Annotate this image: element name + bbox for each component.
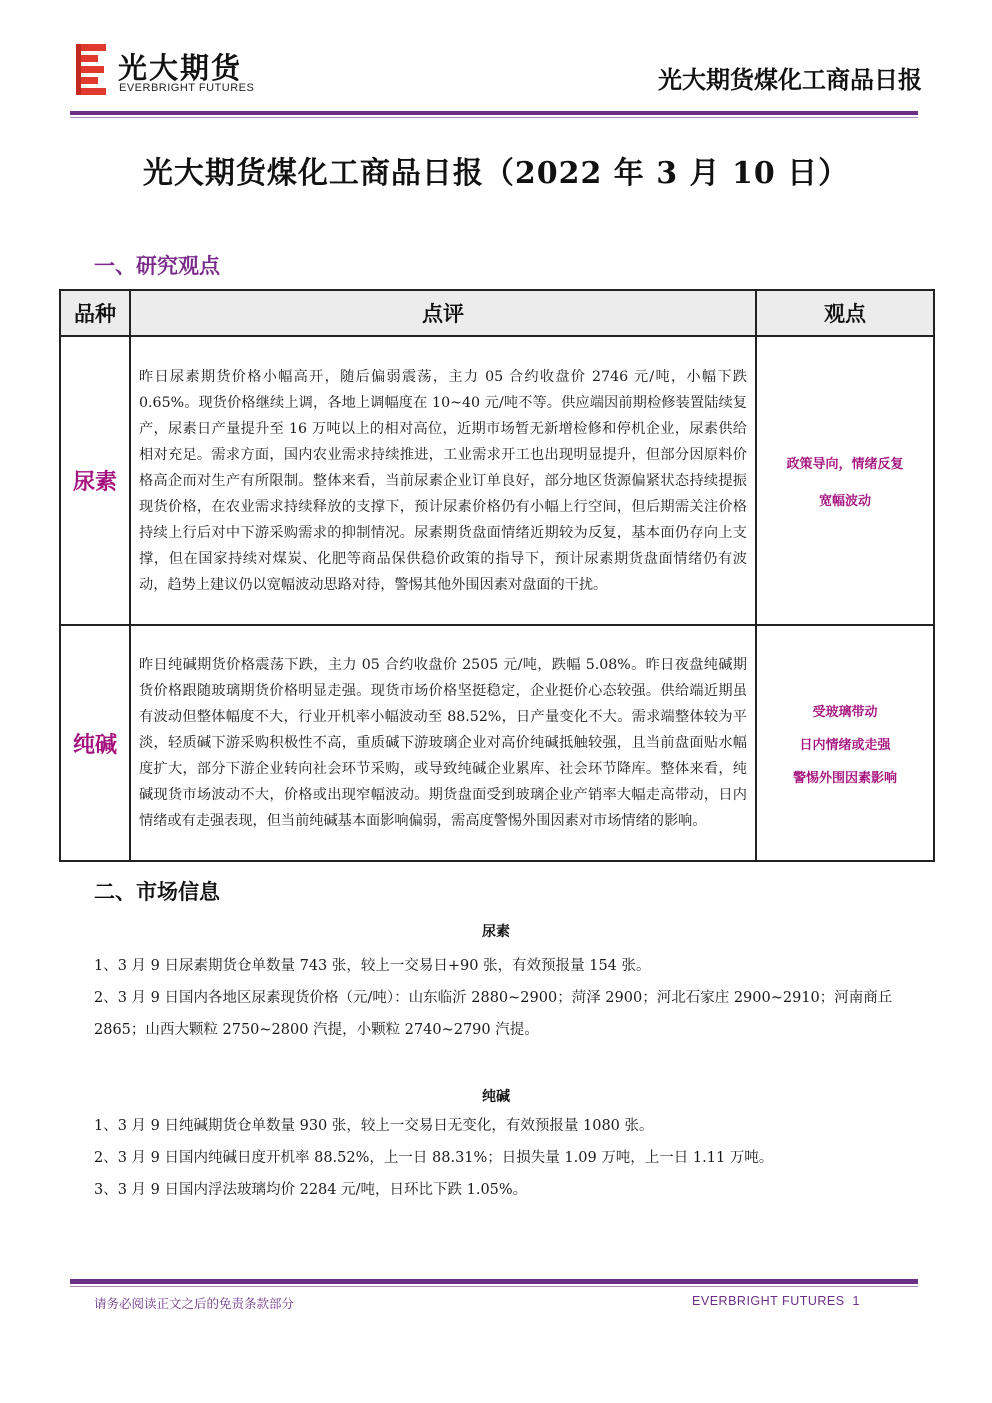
header-title: 光大期货煤化工商品日报 bbox=[658, 65, 922, 94]
view-cell bbox=[756, 336, 934, 625]
footer-divider-thin bbox=[70, 1286, 918, 1287]
list-item: 2、3 月 9 日国内各地区尿素现货价格（元/吨）：山东临沂 2880~2900；菏泽 2900；河北石家庄 2900~2910；河南商丘 2865；山西大颗粒 2750~2800 汽提，小颗粒 2740~2790 汽提。 bbox=[94, 990, 893, 1038]
column-header-comment: 点评 bbox=[130, 290, 756, 336]
comment-cell: 昨日尿素期货价格小幅高开，随后偏弱震荡，主力 05 合约收盘价 2746 元/吨，小幅下跌 0.65%。现货价格继续上调，各地上调幅度在 10~40 元/吨不等。供应端因前期检修装置陆续复产，尿素日产量提升至 16 万吨以上的相对高位，近期市场暂无新增检修和停机企业，尿素供给相对充足。需求方面，国内农业需求持续推进，工业需求开工也出现明显提升，但部分因原料价格高企而对生产有所限制。整体来看，当前尿素企业订单良好，部分地区货源偏紧状态持续提振现货价格，在农业需求持续释放的支撑下，预计尿素价格仍有小幅上行空间，但后期需关注价格持续上行后对中下游采购需求的抑制情况。尿素期货盘面情绪近期较为反复，基本面仍存向上支撑，但在国家持续对煤炭、化肥等商品保供稳价政策的指导下，预计尿素期货盘面情绪仍有波动，趋势上建议仍以宽幅波动思路对待，警惕其他外围因素对盘面的干扰。 bbox=[130, 336, 756, 625]
header-divider bbox=[70, 111, 918, 115]
list-item: 1、3 月 9 日尿素期货仓单数量 743 张，较上一交易日+90 张，有效预报量 154 张。 bbox=[94, 958, 651, 974]
table-row-urea bbox=[60, 336, 934, 625]
footer-brand-name: EVERBRIGHT FUTURES bbox=[692, 1294, 845, 1308]
list-item: 1、3 月 9 日纯碱期货仓单数量 930 张，较上一交易日无变化，有效预报量 1080 张。 bbox=[94, 1118, 654, 1134]
column-header-view: 观点 bbox=[756, 290, 934, 336]
research-views-table bbox=[59, 289, 935, 862]
document-title: 光大期货煤化工商品日报（2022 年 3 月 10 日） bbox=[142, 156, 850, 191]
logo-chinese-name: 光大期货 bbox=[118, 51, 243, 85]
logo-english-name: EVERBRIGHT FUTURES bbox=[119, 82, 255, 94]
subheading-soda-ash: 纯碱 bbox=[482, 1089, 510, 1105]
header-divider-thin bbox=[70, 117, 918, 118]
page-number: 1 bbox=[852, 1294, 860, 1308]
view-line: 宽幅波动 bbox=[818, 493, 871, 509]
table-header-row bbox=[60, 290, 934, 336]
company-logo bbox=[76, 44, 286, 100]
comment-cell: 昨日纯碱期货价格震荡下跌，主力 05 合约收盘价 2505 元/吨，跌幅 5.08%。昨日夜盘纯碱期货价格跟随玻璃期货价格明显走强。现货市场价格坚挺稳定，企业挺价心态较强。供给端近期虽有波动但整体幅度不大，行业开机率小幅波动至 88.52%，日产量变化不大。需求端整体较为平淡，轻质碱下游采购积极性不高，重质碱下游玻璃企业对高价纯碱抵触较强，且当前盘面贴水幅度扩大，部分下游企业转向社会环节采购，或导致纯碱企业累库、社会环节降库。整体来看，纯碱现货市场波动不大，价格或出现窄幅波动。期货盘面受到玻璃企业产销率大幅走高带动，日内情绪或有走强表现，但当前纯碱基本面影响偏弱，需高度警惕外围因素对市场情绪的影响。 bbox=[130, 625, 756, 861]
view-line: 日内情绪或走强 bbox=[799, 737, 891, 753]
view-line: 警惕外围因素影响 bbox=[792, 770, 897, 786]
variety-cell: 纯碱 bbox=[60, 625, 130, 861]
section-heading-market-info: 二、市场信息 bbox=[94, 879, 220, 904]
view-cell bbox=[756, 625, 934, 861]
market-info-soda-ash bbox=[94, 1110, 924, 1206]
section-heading-research-views: 一、研究观点 bbox=[94, 253, 220, 278]
view-line: 受玻璃带动 bbox=[812, 704, 878, 720]
footer-divider bbox=[70, 1279, 918, 1284]
everbright-logo-icon bbox=[76, 44, 106, 96]
footer-brand bbox=[692, 1294, 860, 1308]
view-line: 政策导向，情绪反复 bbox=[786, 456, 904, 472]
list-item: 3、3 月 9 日国内浮法玻璃均价 2284 元/吨，日环比下跌 1.05%。 bbox=[94, 1182, 528, 1198]
variety-cell: 尿素 bbox=[60, 336, 130, 625]
list-item: 2、3 月 9 日国内纯碱日度开机率 88.52%，上一日 88.31%；日损失量 1.09 万吨，上一日 1.11 万吨。 bbox=[94, 1150, 774, 1166]
subheading-urea: 尿素 bbox=[482, 924, 510, 940]
footer-disclaimer: 请务必阅读正文之后的免责条款部分 bbox=[94, 1296, 295, 1311]
table-row-soda-ash bbox=[60, 625, 934, 861]
market-info-urea bbox=[94, 950, 924, 1046]
column-header-variety: 品种 bbox=[60, 290, 130, 336]
